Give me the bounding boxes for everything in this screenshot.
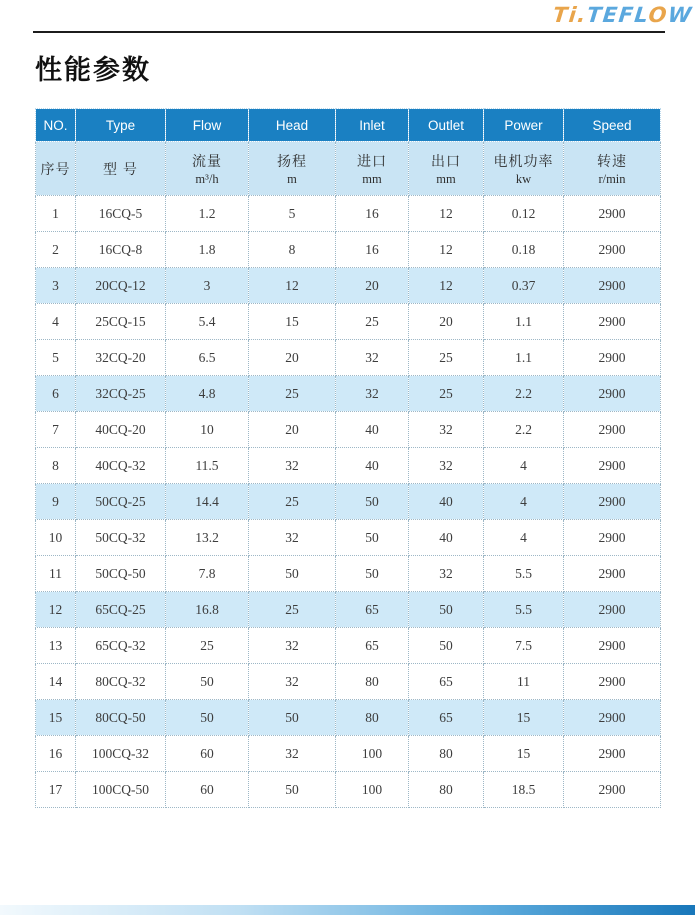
table-cell: 11 — [36, 556, 76, 592]
table-cell: 5 — [249, 196, 336, 232]
column-subheader — [36, 142, 76, 196]
table-cell: 50CQ-50 — [76, 556, 166, 592]
table-cell: 50 — [409, 628, 484, 664]
table-cell: 15 — [249, 304, 336, 340]
table-cell: 16 — [336, 196, 409, 232]
column-header-head: Head — [249, 109, 336, 142]
subheader-label: 电机功率 — [493, 152, 554, 169]
table-cell: 16CQ-8 — [76, 232, 166, 268]
table-cell: 1.8 — [166, 232, 249, 268]
table-cell: 9 — [36, 484, 76, 520]
table-cell: 2900 — [564, 448, 661, 484]
column-header-speed: Speed — [564, 109, 661, 142]
table-cell: 50CQ-32 — [76, 520, 166, 556]
table-cell: 40 — [409, 520, 484, 556]
table-cell: 50 — [336, 520, 409, 556]
table-cell: 40CQ-20 — [76, 412, 166, 448]
table-cell: 0.37 — [484, 268, 564, 304]
table-cell: 25CQ-15 — [76, 304, 166, 340]
performance-parameters-table — [35, 108, 661, 808]
table-cell: 2900 — [564, 520, 661, 556]
table-cell: 13.2 — [166, 520, 249, 556]
table-cell: 65 — [409, 664, 484, 700]
table-cell: 25 — [409, 340, 484, 376]
table-row — [36, 556, 661, 592]
table-cell: 15 — [36, 700, 76, 736]
table-cell: 2900 — [564, 304, 661, 340]
table-cell: 11.5 — [166, 448, 249, 484]
table-cell: 50 — [409, 592, 484, 628]
table-cell: 50 — [166, 664, 249, 700]
table-cell: 80CQ-32 — [76, 664, 166, 700]
table-row — [36, 664, 661, 700]
table-cell: 40 — [336, 412, 409, 448]
table-cell: 4 — [36, 304, 76, 340]
table-cell: 10 — [166, 412, 249, 448]
table-cell: 50 — [249, 556, 336, 592]
table-cell: 100 — [336, 772, 409, 808]
table-cell: 40CQ-32 — [76, 448, 166, 484]
subheader-unit: m³/h — [195, 171, 219, 186]
subheader-unit: r/min — [598, 171, 626, 186]
footer-accent-bar — [0, 905, 695, 915]
table-header-chinese — [36, 142, 661, 196]
table-cell: 25 — [336, 304, 409, 340]
table-cell: 4 — [484, 484, 564, 520]
table-cell: 50 — [249, 700, 336, 736]
table-cell: 25 — [249, 592, 336, 628]
table-cell: 50 — [249, 772, 336, 808]
table-row — [36, 628, 661, 664]
table-cell: 4 — [484, 520, 564, 556]
table-row — [36, 736, 661, 772]
table-cell: 17 — [36, 772, 76, 808]
table-cell: 2900 — [564, 376, 661, 412]
table-row — [36, 520, 661, 556]
table-cell: 16CQ-5 — [76, 196, 166, 232]
logo-text-blue: TEFL — [586, 3, 651, 27]
column-header-no: NO. — [36, 109, 76, 142]
table-cell: 2900 — [564, 700, 661, 736]
table-cell: 32 — [336, 340, 409, 376]
table-cell: 16 — [336, 232, 409, 268]
table-cell: 5.5 — [484, 592, 564, 628]
table-cell: 32 — [249, 628, 336, 664]
subheader-unit: mm — [362, 171, 382, 186]
column-subheader — [336, 142, 409, 196]
table-cell: 32 — [409, 556, 484, 592]
table-cell: 60 — [166, 772, 249, 808]
table-cell: 2.2 — [484, 376, 564, 412]
table-body — [36, 196, 661, 808]
table-cell: 6.5 — [166, 340, 249, 376]
table-cell: 14.4 — [166, 484, 249, 520]
table-cell: 1 — [36, 196, 76, 232]
table-cell: 7 — [36, 412, 76, 448]
table-row — [36, 196, 661, 232]
table-cell: 100 — [336, 736, 409, 772]
table-cell: 50 — [336, 556, 409, 592]
table-cell: 7.5 — [484, 628, 564, 664]
table-cell: 11 — [484, 664, 564, 700]
table-cell: 14 — [36, 664, 76, 700]
table-row — [36, 592, 661, 628]
column-header-inlet: Inlet — [336, 109, 409, 142]
table-cell: 25 — [249, 376, 336, 412]
table-row — [36, 340, 661, 376]
column-subheader — [564, 142, 661, 196]
table-cell: 4.8 — [166, 376, 249, 412]
table-cell: 15 — [484, 736, 564, 772]
table-row — [36, 304, 661, 340]
column-header-outlet: Outlet — [409, 109, 484, 142]
table-cell: 5 — [36, 340, 76, 376]
table-cell: 8 — [36, 448, 76, 484]
table-cell: 16.8 — [166, 592, 249, 628]
column-subheader — [409, 142, 484, 196]
table-cell: 8 — [249, 232, 336, 268]
table-cell: 65 — [336, 628, 409, 664]
column-subheader — [249, 142, 336, 196]
logo-prefix: Ti. — [552, 3, 589, 27]
table-cell: 12 — [409, 196, 484, 232]
table-row — [36, 376, 661, 412]
table-cell: 65 — [336, 592, 409, 628]
table-cell: 12 — [409, 232, 484, 268]
table-cell: 80 — [409, 736, 484, 772]
table-cell: 1.1 — [484, 304, 564, 340]
table-cell: 32 — [249, 664, 336, 700]
table-row — [36, 700, 661, 736]
page-title: 性能参数 — [35, 55, 151, 85]
table-cell: 20 — [409, 304, 484, 340]
teflow-logo — [552, 3, 694, 27]
subheader-label: 流量 — [192, 152, 222, 169]
table-cell: 2900 — [564, 412, 661, 448]
table-cell: 80 — [409, 772, 484, 808]
subheader-label: 进口 — [357, 152, 387, 169]
table-cell: 32 — [249, 520, 336, 556]
table-cell: 2900 — [564, 232, 661, 268]
table-cell: 20CQ-12 — [76, 268, 166, 304]
table-cell: 65CQ-25 — [76, 592, 166, 628]
logo-text-orange: O — [647, 3, 670, 27]
table-cell: 32CQ-25 — [76, 376, 166, 412]
table-cell: 2900 — [564, 340, 661, 376]
table-cell: 100CQ-32 — [76, 736, 166, 772]
subheader-label: 转速 — [597, 152, 627, 169]
table-cell: 40 — [409, 484, 484, 520]
table-cell: 5.4 — [166, 304, 249, 340]
table-cell: 0.12 — [484, 196, 564, 232]
table-cell: 16 — [36, 736, 76, 772]
subheader-unit: mm — [436, 171, 456, 186]
table-cell: 12 — [249, 268, 336, 304]
column-subheader — [166, 142, 249, 196]
table-cell: 60 — [166, 736, 249, 772]
subheader-label: 序号 — [40, 160, 71, 177]
table-cell: 50 — [336, 484, 409, 520]
table-cell: 80 — [336, 664, 409, 700]
subheader-unit: kw — [515, 171, 532, 186]
table-cell: 2900 — [564, 736, 661, 772]
table-cell: 18.5 — [484, 772, 564, 808]
table-cell: 2.2 — [484, 412, 564, 448]
subheader-unit: m — [287, 171, 297, 186]
table-cell: 3 — [36, 268, 76, 304]
table-cell: 25 — [249, 484, 336, 520]
table-cell: 25 — [166, 628, 249, 664]
column-subheader — [484, 142, 564, 196]
table-cell: 1.2 — [166, 196, 249, 232]
table-row — [36, 772, 661, 808]
table-cell: 12 — [409, 268, 484, 304]
table-cell: 80 — [336, 700, 409, 736]
table-cell: 100CQ-50 — [76, 772, 166, 808]
table-cell: 65 — [409, 700, 484, 736]
table-cell: 2900 — [564, 484, 661, 520]
table-cell: 2900 — [564, 592, 661, 628]
table-cell: 32 — [409, 448, 484, 484]
table-row — [36, 232, 661, 268]
table-cell: 32 — [249, 448, 336, 484]
table-row — [36, 484, 661, 520]
table-cell: 12 — [36, 592, 76, 628]
table-cell: 2900 — [564, 628, 661, 664]
table-cell: 7.8 — [166, 556, 249, 592]
table-cell: 5.5 — [484, 556, 564, 592]
table-cell: 2900 — [564, 196, 661, 232]
table-cell: 80CQ-50 — [76, 700, 166, 736]
column-subheader — [76, 142, 166, 196]
table-cell: 32 — [336, 376, 409, 412]
table-cell: 2900 — [564, 268, 661, 304]
subheader-label: 型 号 — [103, 160, 138, 177]
table-cell: 1.1 — [484, 340, 564, 376]
table-cell: 2900 — [564, 664, 661, 700]
table-row — [36, 268, 661, 304]
subheader-label: 出口 — [431, 152, 461, 169]
table-cell: 20 — [249, 412, 336, 448]
column-header-type: Type — [76, 109, 166, 142]
table-cell: 40 — [336, 448, 409, 484]
table-cell: 32CQ-20 — [76, 340, 166, 376]
table-cell: 2900 — [564, 772, 661, 808]
table-cell: 4 — [484, 448, 564, 484]
table-cell: 32 — [409, 412, 484, 448]
table-cell: 20 — [249, 340, 336, 376]
table-cell: 50CQ-25 — [76, 484, 166, 520]
table-cell: 32 — [249, 736, 336, 772]
table-cell: 25 — [409, 376, 484, 412]
subheader-label: 扬程 — [277, 152, 307, 169]
table-cell: 2 — [36, 232, 76, 268]
table-cell: 20 — [336, 268, 409, 304]
table-cell: 15 — [484, 700, 564, 736]
table-cell: 13 — [36, 628, 76, 664]
column-header-flow: Flow — [166, 109, 249, 142]
logo-text-blue-2: W — [667, 3, 695, 27]
table-cell: 3 — [166, 268, 249, 304]
table-cell: 65CQ-32 — [76, 628, 166, 664]
table-cell: 10 — [36, 520, 76, 556]
table-cell: 6 — [36, 376, 76, 412]
table-header-english — [36, 109, 661, 142]
table-cell: 50 — [166, 700, 249, 736]
column-header-power: Power — [484, 109, 564, 142]
table-cell: 2900 — [564, 556, 661, 592]
table-cell: 0.18 — [484, 232, 564, 268]
table-row — [36, 412, 661, 448]
table-row — [36, 448, 661, 484]
